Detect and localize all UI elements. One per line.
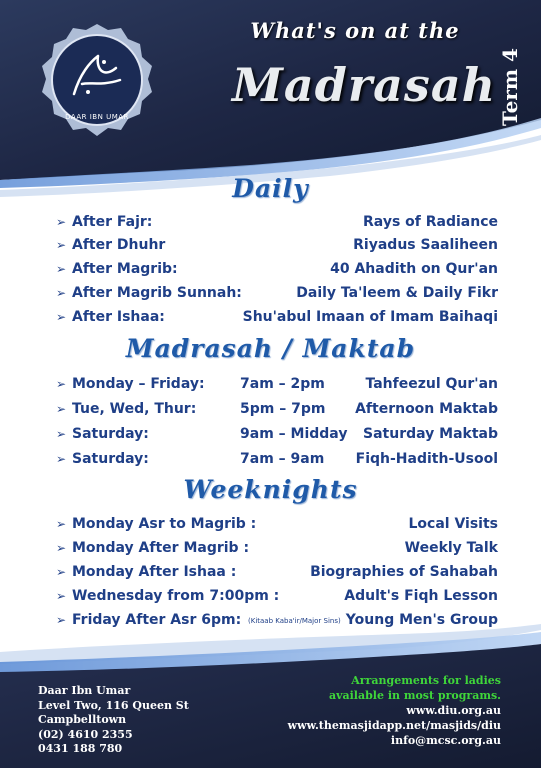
maktab-title: Madrasah / Maktab	[125, 334, 416, 363]
logo-emblem	[38, 22, 156, 140]
arrow-bullet-icon: ➢	[56, 377, 67, 391]
arrow-bullet-icon: ➢	[56, 238, 67, 252]
arrow-bullet-icon: ➢	[56, 262, 67, 276]
weeknights-row: ➢ Monday After Ishaa : Biographies of Sahabah	[56, 564, 498, 580]
arrow-bullet-icon: ➢	[56, 402, 67, 416]
maktab-row: ➢ Saturday: 7am – 9am Fiqh-Hadith-Usool	[56, 451, 498, 467]
daily-title: Daily	[232, 174, 309, 203]
arrow-bullet-icon: ➢	[56, 452, 67, 466]
maktab-row: ➢ Saturday: 9am – Midday Saturday Maktab	[56, 426, 498, 442]
header-tagline: What's on at the	[250, 18, 460, 43]
arrow-bullet-icon: ➢	[56, 565, 67, 579]
arrow-bullet-icon: ➢	[56, 286, 67, 300]
weeknights-title: Weeknights	[183, 475, 358, 504]
contact-block	[288, 673, 501, 748]
page-title: Madrasah	[232, 58, 497, 112]
term-label: Term 4	[498, 48, 522, 126]
arrow-bullet-icon: ➢	[56, 541, 67, 555]
maktab-row: ➢ Monday – Friday: 7am – 2pm Tahfeezul Qur'an	[56, 376, 498, 392]
email-link[interactable]: info@mcsc.org.au	[390, 734, 501, 747]
address-block: Daar Ibn Umar Level Two, 116 Queen St Campbelltown (02) 4610 2355 0431 188 780	[38, 684, 189, 755]
weeknights-row: ➢ Monday After Magrib : Weekly Talk	[56, 540, 498, 556]
daily-row: ➢ After Dhuhr Riyadus Saaliheen	[56, 237, 498, 253]
arrow-bullet-icon: ➢	[56, 589, 67, 603]
arrow-bullet-icon: ➢	[56, 215, 67, 229]
masjid-app-link[interactable]: www.themasjidapp.net/masjids/diu	[287, 719, 501, 732]
ladies-note: available in most programs.	[328, 689, 501, 702]
arrow-bullet-icon: ➢	[56, 613, 67, 627]
daily-row: ➢ After Fajr: Rays of Radiance	[56, 214, 498, 230]
weeknights-row: ➢ Wednesday from 7:00pm : Adult's Fiqh Lesson	[56, 588, 498, 604]
daily-row: ➢ After Magrib: 40 Ahadith on Qur'an	[56, 261, 498, 277]
daily-row: ➢ After Magrib Sunnah: Daily Ta'leem & Daily Fikr	[56, 285, 498, 301]
logo-text: DAAR IBN UMAR	[65, 113, 129, 121]
arrow-bullet-icon: ➢	[56, 427, 67, 441]
website-link[interactable]: www.diu.org.au	[406, 704, 501, 717]
row-note: (Kitaab Kaba'ir/Major Sins)	[248, 617, 341, 625]
weeknights-row: ➢ Monday Asr to Magrib : Local Visits	[56, 516, 498, 532]
maktab-row: ➢ Tue, Wed, Thur: 5pm – 7pm Afternoon Maktab	[56, 401, 498, 417]
arrow-bullet-icon: ➢	[56, 517, 67, 531]
weeknights-row: ➢ Friday After Asr 6pm: (Kitaab Kaba'ir/Major Sins) Young Men's Group	[56, 612, 498, 628]
arrow-bullet-icon: ➢	[56, 310, 67, 324]
ladies-note: Arrangements for ladies	[351, 674, 501, 687]
daily-row: ➢ After Ishaa: Shu'abul Imaan of Imam Baihaqi	[56, 309, 498, 325]
